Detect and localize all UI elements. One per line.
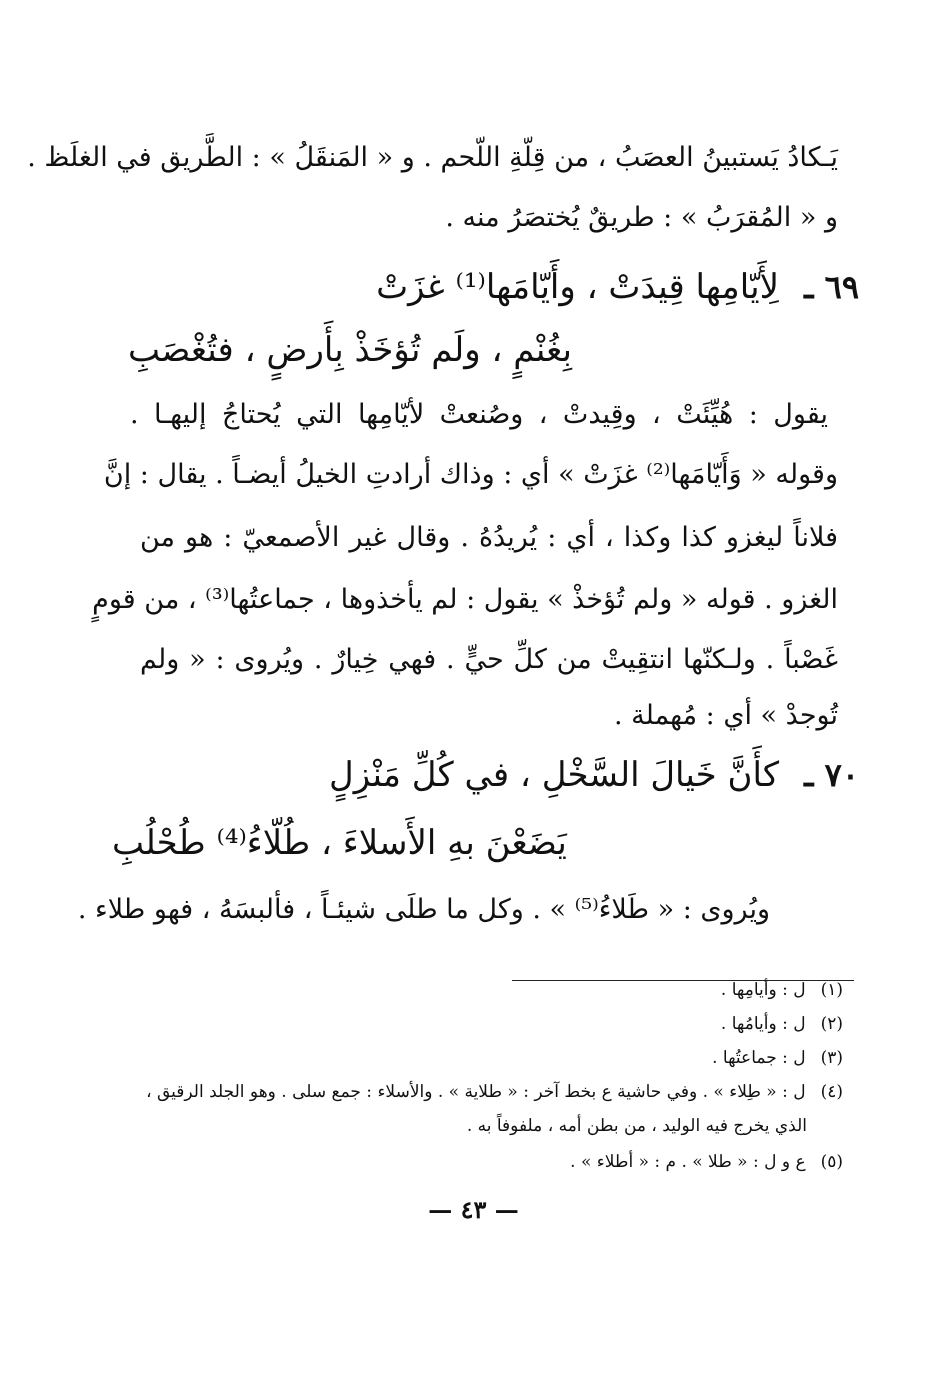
commentary-69-line-3: فلاناً ليغزو كذا وكذا ، أي : يُريدُهُ . وقال غير الأصمعيّ : هو من xyxy=(140,522,838,553)
footnote-text: ل : « طِلاء » . وفي حاشية ع بخط آخر : « طلاية » . والأسلاء : جمع سلى . وهو الجلد الرقيق ، xyxy=(146,1082,806,1102)
footnote-number: (٥) xyxy=(820,1152,843,1172)
commentary-69-line-2: وقوله « وَأَيّامَها⁽²⁾ غزَتْ » أي : وذاك أرادتِ الخيلُ أيضـاً . يقال : إنَّ xyxy=(103,459,838,490)
footnote-4 xyxy=(146,1078,843,1106)
footnote-number: (٤) xyxy=(820,1082,843,1102)
verse-number-70: ٧٠ ـ xyxy=(804,756,859,794)
verse-69-hemistich-1: لِأَيّامِها قِيدَتْ ، وأَيّامَها⁽¹⁾ غزَتْ xyxy=(376,267,779,307)
commentary-70: ويُروى : « طَلاءُ⁽⁵⁾ » . وكل ما طلَى شيئـاً ، فألبسَهُ ، فهو طلاء . xyxy=(77,894,770,925)
footnote-1 xyxy=(721,976,843,1004)
footnote-text: ل : جماعتُها . xyxy=(712,1048,806,1068)
verse-70-hemistich-2: يَضَعْنَ بهِ الأَسلاءَ ، طُلّاءُ⁽⁴⁾ طُحْلُبِ xyxy=(112,823,567,863)
footnote-number: (١) xyxy=(820,980,843,1000)
footnote-text: ل : وأيامِها . xyxy=(720,980,806,1000)
commentary-69-line-4: الغزو . قوله « ولم تُؤخذْ » يقول : لم يأخذوها ، جماعتُها⁽³⁾ ، من قومٍ xyxy=(92,584,838,615)
page-number: — ٤٣ — xyxy=(428,1195,519,1224)
verse-70-hemistich-1: كأَنَّ خَيالَ السَّخْلِ ، في كُلِّ مَنْزِلٍ xyxy=(329,755,779,795)
commentary-69-line-5: غَصْباً . ولـكنّها انتقِيتْ من كلِّ حيٍّ . فهي خِيارٌ . ويُروى : « ولم xyxy=(140,644,838,675)
footnote-number: (٣) xyxy=(820,1048,843,1068)
footnote-number: (٢) xyxy=(820,1014,843,1034)
footnote-text: ل : وأيامُها . xyxy=(720,1014,806,1034)
body-line-1: يَـكادُ يَستبينُ العصَبُ ، من قِلّةِ اللّحم . و « المَنقَلُ » : الطَّريق في الغلَظ . xyxy=(27,142,838,173)
footnote-text: ع و ل : « طلا » . م : « أطلاء » . xyxy=(570,1152,806,1172)
footnote-3 xyxy=(712,1044,843,1072)
footnote-4-continuation: الذي يخرج فيه الوليد ، من بطن أمه ، ملفوفاً به . xyxy=(466,1116,807,1136)
verse-69-hemistich-2: بِغُنْمٍ ، ولَم تُؤخَذْ بِأَرضٍ ، فتُغْصَبِ xyxy=(128,330,572,370)
footnote-2 xyxy=(721,1010,843,1038)
body-line-2: و « المُقرَبُ » : طريقٌ يُختصَرُ منه . xyxy=(445,202,838,233)
commentary-69-line-1: يقول : هُيِّئَتْ ، وقِيدتْ ، وصُنعتْ لأيّامِها التي يُحتاجُ إليهـا . xyxy=(130,399,828,430)
verse-number-69: ٦٩ ـ xyxy=(804,268,859,306)
commentary-69-line-6: تُوجدْ » أي : مُهملة . xyxy=(613,700,838,731)
footnote-5 xyxy=(570,1148,843,1176)
